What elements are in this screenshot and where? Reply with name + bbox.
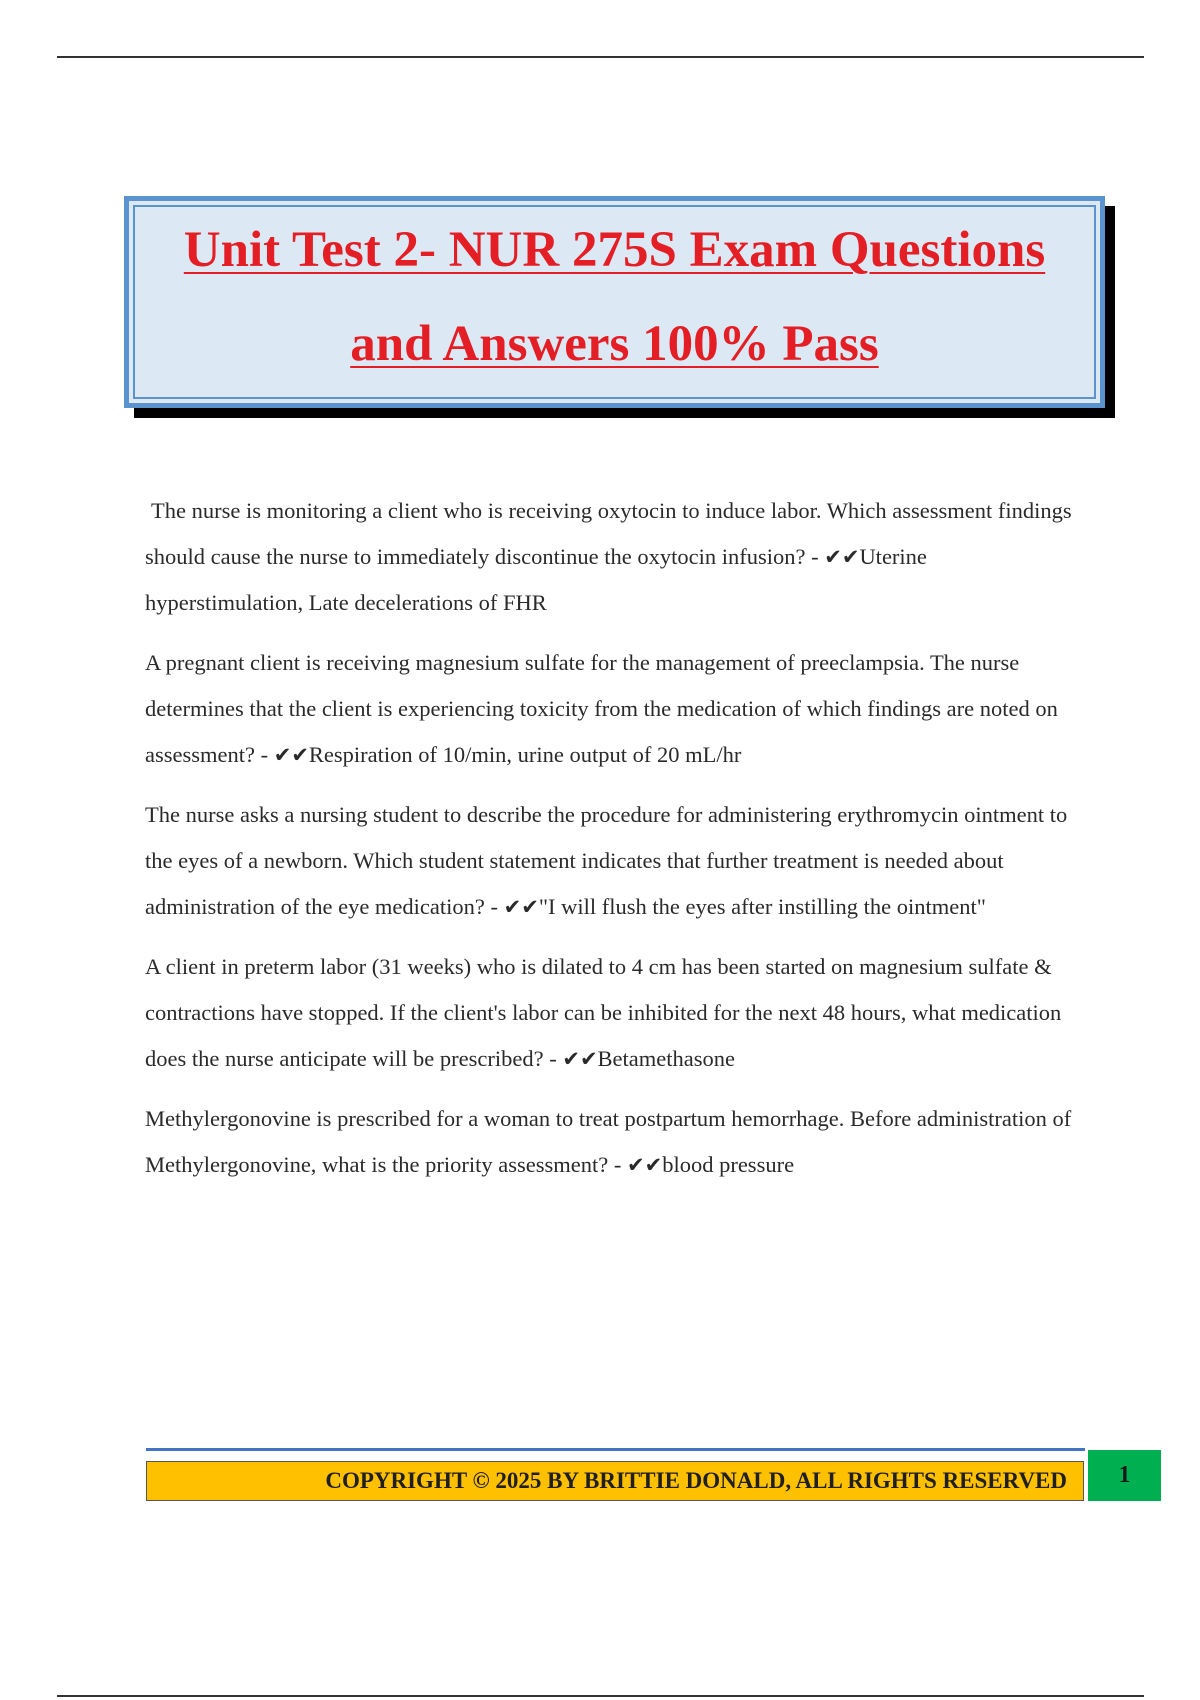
qa-item (145, 640, 1090, 778)
question-text: A client in preterm labor (31 weeks) who is dilated to 4 cm has been started on magnesium sulfate & contractions have stopped. If the client's labor can be inhibited for the next 48 hours, what medication does the nurse anticipate will be prescribed? - (145, 954, 1062, 1071)
qa-item (145, 944, 1090, 1082)
qa-item (145, 488, 1090, 626)
checkmark-icon: ✔✔ (562, 1047, 598, 1071)
title-text-2: and Answers 100% Pass (350, 316, 879, 372)
title-text-1: Unit Test 2- NUR 275S Exam Questions (183, 222, 1046, 278)
qa-item (145, 1096, 1090, 1188)
copyright-bar (146, 1461, 1084, 1501)
title-box (124, 196, 1105, 408)
checkmark-icon: ✔✔ (824, 545, 860, 569)
answer-text: blood pressure (662, 1152, 795, 1177)
question-text: The nurse is monitoring a client who is receiving oxytocin to induce labor. Which assessment findings should cause the nurse to immediately discontinue the oxytocin infusion? - (145, 498, 1072, 569)
page-number-text: 1 (1118, 1462, 1131, 1488)
page-number (1088, 1450, 1161, 1501)
question-text: A pregnant client is receiving magnesium sulfate for the management of preeclampsia. The nurse determines that the client is experiencing toxicity from the medication of which findings are noted on assessment? - (145, 650, 1058, 767)
answer-text: Uterine hyperstimulation, Late decelerations of FHR (145, 544, 927, 615)
answer-text: "I will flush the eyes after instilling the ointment" (538, 894, 986, 919)
document-title-line-2 (129, 297, 1100, 391)
question-text: The nurse asks a nursing student to describe the procedure for administering erythromycin ointment to the eyes of a newborn. Which student statement indicates that further treatment is needed about administration of the eye medication? - (145, 802, 1068, 919)
answer-text: Respiration of 10/min, urine output of 20 mL/hr (308, 742, 742, 767)
copyright-text: COPYRIGHT © 2025 BY BRITTIE DONALD, ALL RIGHTS RESERVED (325, 1468, 1067, 1493)
top-rule (57, 56, 1144, 58)
qa-content (145, 488, 1090, 1202)
checkmark-icon: ✔✔ (627, 1153, 663, 1177)
qa-item (145, 792, 1090, 930)
question-text: Methylergonovine is prescribed for a woman to treat postpartum hemorrhage. Before administration of Methylergonovine, what is the priority assessment? - (145, 1106, 1072, 1177)
answer-text: Betamethasone (597, 1046, 735, 1071)
footer-rule (146, 1448, 1085, 1451)
bottom-rule (57, 1695, 1144, 1697)
checkmark-icon: ✔✔ (503, 895, 539, 919)
title-banner (124, 196, 1105, 408)
checkmark-icon: ✔✔ (273, 743, 309, 767)
document-title-line-1 (129, 203, 1100, 297)
